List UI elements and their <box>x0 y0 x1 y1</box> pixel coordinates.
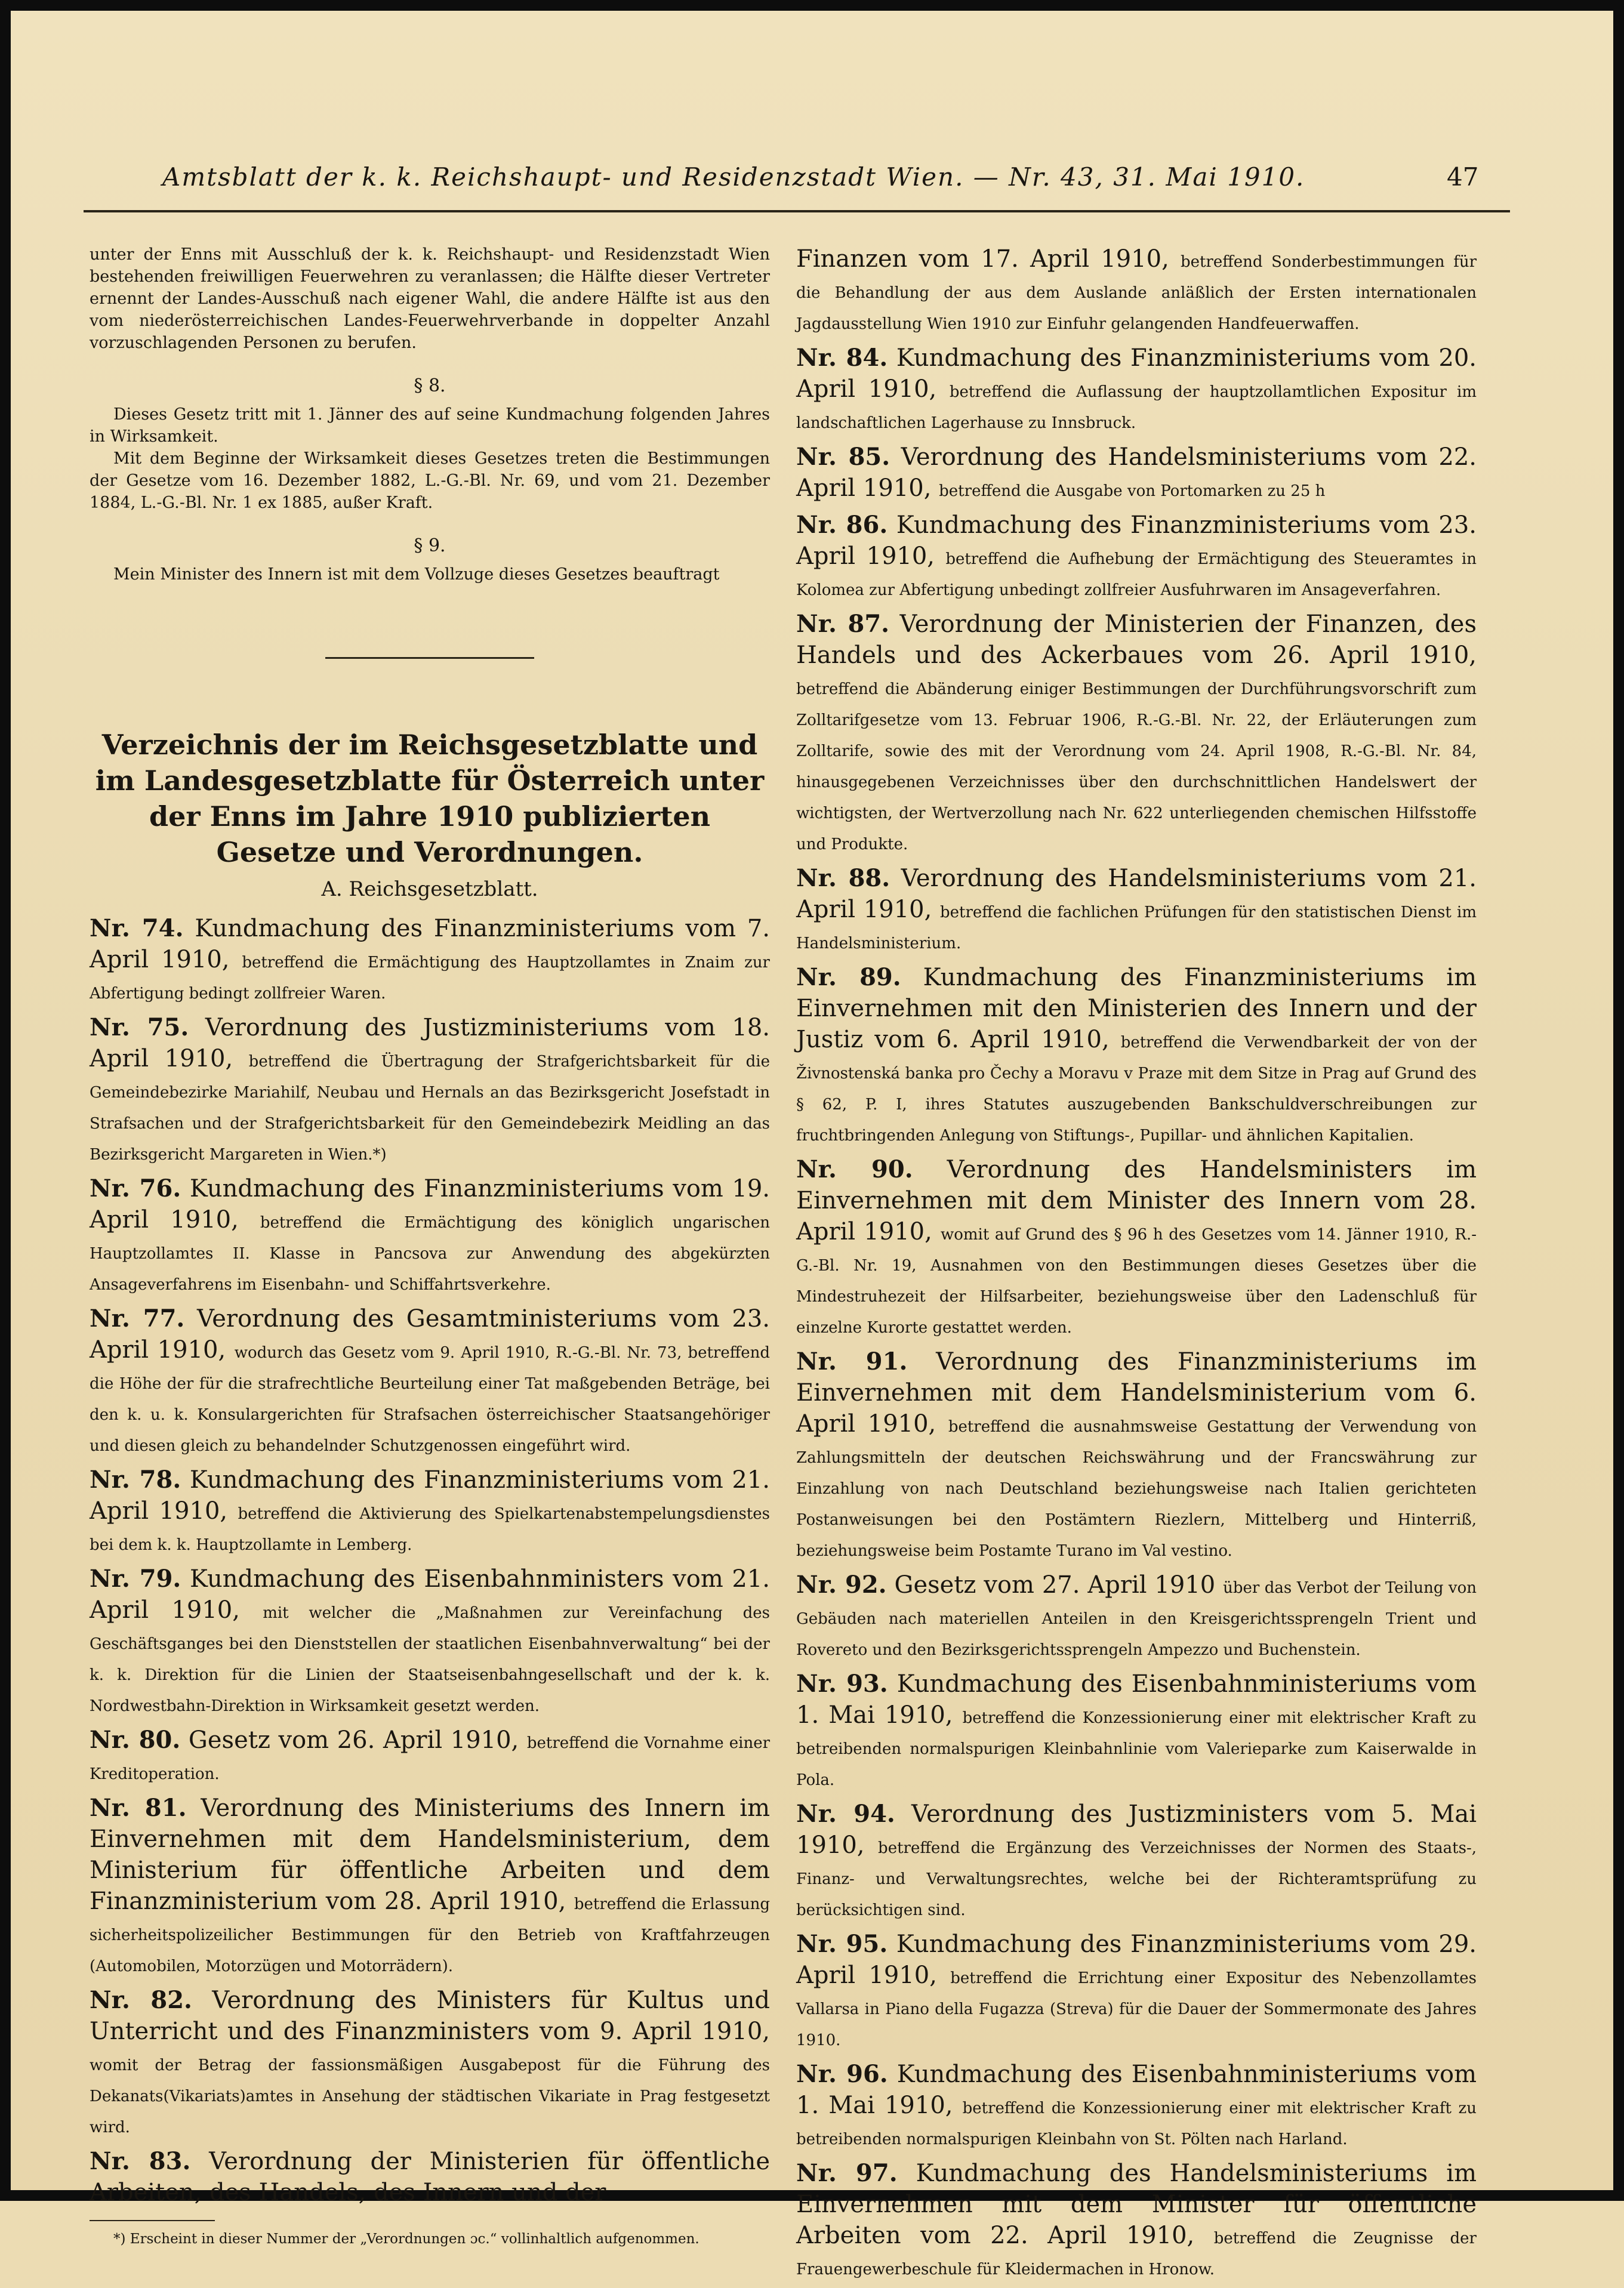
list-item <box>90 1012 770 1167</box>
entry-description: betreffend die Verwendbarkeit der von der Živnostenská banka pro Čechy a Moravu v Praze mit dem Sitze in Prag auf Grund des § 62, P. I, ihres Statutes auszugebenden Bankschuldverschreibungen zur fruchtbringenden Anlegung von Stiftungs-, Pupillar- und ähnlichen Kapitalien. <box>796 1034 1477 1145</box>
entry-title: Kundmachung des Eisenbahnministeriums vom 1. Mai 1910, <box>796 1670 1477 1729</box>
entry-description: betreffend die Ermächtigung des Hauptzollamtes in Znaim zur Abfertigung bedingt zollfreier Waren. <box>90 954 770 1003</box>
list-item <box>796 1569 1477 1663</box>
entry-description: womit der Betrag der fassionsmäßigen Ausgabepost für die Führung des Dekanats(Vikariats)amtes in Ansehung der städtischen Vikariate in Prag festgesetzt wird. <box>90 2056 770 2136</box>
entry-number: Nr. 80. <box>90 1726 181 1754</box>
list-item <box>90 1985 770 2140</box>
list-item <box>796 962 1477 1148</box>
entry-number: Nr. 78. <box>90 1466 181 1494</box>
entry-title: Kundmachung des Eisenbahnministeriums vom 1. Mai 1910, <box>796 2061 1477 2119</box>
list-item <box>90 1464 770 1558</box>
entry-title: Verordnung des Gesamtministeriums vom 23. April 1910, <box>90 1305 771 1364</box>
entry-number: Nr. 86. <box>796 511 888 539</box>
entry-title: Verordnung der Ministerien der Finanzen, des Handels und des Ackerbaues vom 26. April 1910, <box>796 610 1477 669</box>
list-item <box>796 510 1477 603</box>
footnote-rule <box>90 2220 215 2221</box>
entry-title: Verordnung des Handelsministeriums vom 22. April 1910, <box>796 443 1477 502</box>
entry-number: Nr. 75. <box>90 1013 189 1041</box>
entry-title: Kundmachung des Eisenbahnministers vom 21. April 1910, <box>90 1565 771 1624</box>
entry-title: Gesetz vom 26. April 1910, <box>188 1726 519 1754</box>
entry-description: betreffend die Vornahme einer Kreditoperation. <box>90 1734 771 1783</box>
entry-description: betreffend die Ergänzung des Verzeichnisses der Normen des Staats-, Finanz- und Verwaltungsrechtes, welche bei der Richteramtsprüfung zu berücksichtigen sind. <box>796 1839 1477 1919</box>
list-item <box>796 343 1477 436</box>
entry-description: betreffend die Erlassung sicherheitspolizeilicher Bestimmungen für den Betrieb von Kraftfahrzeugen (Automobilen, Motorzügen und Motorrädern). <box>90 1895 770 1975</box>
index-heading: Verzeichnis der im Reichsgesetzblatte und im Landesgesetzblatte für Österreich unter der Enns im Jahre 1910 publizierten Gesetze und Verordnungen. <box>95 729 765 868</box>
list-item <box>796 609 1477 857</box>
entry-description: betreffend die fachlichen Prüfungen für den statistischen Dienst im Handelsministerium. <box>796 904 1477 952</box>
entry-number: Nr. 92. <box>796 1571 887 1599</box>
entry-number: Nr. 76. <box>90 1174 181 1202</box>
list-item <box>90 1793 770 1979</box>
entry-title: Kundmachung des Handelsministeriums im Einvernehmen mit dem Minister für öffentliche Arbeiten vom 22. April 1910, <box>796 2160 1477 2249</box>
list-item <box>90 1564 770 1719</box>
entry-number: Nr. 83. <box>90 2147 191 2175</box>
entry-title: Verordnung des Justizministeriums vom 18. April 1910, <box>90 1014 771 1072</box>
entry-number: Nr. 91. <box>796 1347 908 1376</box>
entry-number: Nr. 90. <box>796 1155 913 1183</box>
entry-number: Nr. 95. <box>796 1930 888 1958</box>
entry-description: betreffend die Konzessionierung einer mit elektrischer Kraft zu betreibenden normalspurigen Kleinbahnlinie vom Valerieparke zum Kaiserwalde in Pola. <box>796 1709 1477 1789</box>
entry-description: betreffend die Abänderung einiger Bestimmungen der Durchführungsvorschrift zum Zolltarifgesetze vom 13. Februar 1906, R.-G.-Bl. Nr. 22, der Erläuterungen zum Zolltarife, sowie des mit der Verordnung vom 24. April 1908, R.-G.-Bl. Nr. 84, hinausgegebenen Verzeichnisses über den durchschnittlichen Handelswert der wichtigsten, der Wertverzollung nach Nr. 622 unterliegenden chemischen Hilfsstoffe und Produkte. <box>796 680 1477 853</box>
list-item <box>796 863 1477 956</box>
entry-description: mit welcher die „Maßnahmen zur Vereinfachung des Geschäftsganges bei den Dienststellen der staatlichen Eisenbahnverwaltung“ bei der k. k. Direktion für die Linien der Staatseisenbahngesellschaft und der k. k. Nordwestbahn-Direktion in Wirksamkeit gesetzt werden. <box>90 1604 770 1715</box>
list-item <box>796 1669 1477 1793</box>
entry-number: Nr. 97. <box>796 2159 898 2187</box>
entry-description: betreffend die Konzessionierung einer mit elektrischer Kraft zu betreibenden normalspurigen Kleinbahn von St. Pölten nach Harland. <box>796 2099 1477 2148</box>
list-item <box>796 1929 1477 2053</box>
entry-title: Kundmachung des Finanzministeriums vom 19. April 1910, <box>90 1175 771 1234</box>
entry-title: Verordnung des Handelsministers im Einvernehmen mit dem Minister des Innern vom 28. April 1910, <box>796 1156 1477 1245</box>
entry-number: Nr. 84. <box>796 344 888 372</box>
entry-description: betreffend die Zeugnisse der Frauengewerbeschule für Kleidermachen in Hronow. <box>796 2230 1477 2278</box>
entry-description: betreffend die Ausgabe von Portomarken zu 25 h <box>939 482 1326 500</box>
entry-description: betreffend die Ermächtigung des königlich ungarischen Hauptzollamtes II. Klasse in Pancsova zur Anwendung des abgekürzten Ansageverfahrens im Eisenbahn- und Schiffahrtsverkehre. <box>90 1214 770 1294</box>
entry-number: Nr. 74. <box>90 914 184 942</box>
entry-description: betreffend Sonderbestimmungen für die Behandlung der aus dem Auslande anläßlich der Ersten internationalen Jagdausstellung Wien 1910 zur Einfuhr gelangenden Handfeuerwaffen. <box>796 253 1477 333</box>
list-item <box>796 442 1477 504</box>
right-entry-list <box>796 343 1477 2282</box>
list-item <box>796 2158 1477 2282</box>
entry-number: Nr. 94. <box>796 1800 895 1828</box>
entry-title: Verordnung des Handelsministeriums vom 21. April 1910, <box>796 865 1477 923</box>
entry-description: betreffend die Errichtung einer Expositur des Nebenzollamtes Vallarsa in Piano della Fugazza (Streva) für die Dauer der Sommermonate des Jahres 1910. <box>796 1969 1477 2049</box>
header-rule <box>84 210 1510 212</box>
entry-number: Nr. 82. <box>90 1986 192 2014</box>
index-subheading: A. Reichsgesetzblatt. <box>321 877 538 901</box>
page-number: 47 <box>1447 162 1479 192</box>
entry-number: Nr. 77. <box>90 1305 185 1333</box>
entry-number: Nr. 88. <box>796 864 890 892</box>
entry-title: Verordnung des Ministers für Kultus und Unterricht und des Finanzministers vom 9. April 1910, <box>90 1987 770 2045</box>
entry-number: Nr. 96. <box>796 2060 888 2088</box>
entry-number: Nr. 81. <box>90 1794 187 1822</box>
list-item <box>90 1725 770 1787</box>
entry-title: Kundmachung des Finanzministeriums vom 21. April 1910, <box>90 1466 771 1525</box>
section-9-paragraph: Mein Minister des Innern ist mit dem Vollzuge dieses Gesetzes beauftragt <box>113 565 720 584</box>
section-9-title: § 9. <box>414 535 446 556</box>
entry-title: Kundmachung des Finanzministeriums vom 20. April 1910, <box>796 344 1477 403</box>
intro-paragraph: unter der Enns mit Ausschluß der k. k. Reichshaupt- und Residenzstadt Wien bestehenden freiwilligen Feuerwehren zu veranlassen; die Hälfte dieser Vertreter ernennt der Landes-Ausschuß nach eigener Wahl, die andere Hälfte ist aus den vom niederösterreichischen Landes-Feuerwehrverbande in doppelter Anzahl vorzuschlagenden Personen zu berufen. <box>90 245 770 352</box>
list-item <box>90 2146 770 2208</box>
entry-title: Verordnung der Ministerien für öffentliche Arbeiten, des Handels, des Innern und der <box>90 2148 771 2206</box>
list-item <box>796 2059 1477 2152</box>
entry-number: Nr. 89. <box>796 963 901 991</box>
section-8-paragraph-1: Dieses Gesetz tritt mit 1. Jänner des auf seine Kundmachung folgenden Jahres in Wirksamkeit. <box>90 405 770 446</box>
list-item <box>796 1346 1477 1564</box>
section-8-paragraph-2: Mit dem Beginne der Wirksamkeit dieses Gesetzes treten die Bestimmungen der Gesetze vom 16. Dezember 1882, L.-G.-Bl. Nr. 69, und vom 21. Dezember 1884, L.-G.-Bl. Nr. 1 ex 1885, außer Kraft. <box>90 449 770 512</box>
entry-description: betreffend die Aktivierung des Spielkartenabstempelungsdienstes bei dem k. k. Hauptzollamte in Lemberg. <box>90 1505 770 1554</box>
entry-number: Nr. 79. <box>90 1565 181 1593</box>
entry-description: betreffend die Aufhebung der Ermächtigung des Steueramtes in Kolomea zur Abfertigung unbedingt zollfreier Ausfuhrwaren im Ansageverfahren. <box>796 550 1477 599</box>
entry-description: wodurch das Gesetz vom 9. April 1910, R.-G.-Bl. Nr. 73, betreffend die Höhe der für die strafrechtliche Beurteilung einer Tat maßgebenden Beträge, bei den k. u. k. Konsulargerichten für Strafsachen österreichischer Staatsangehöriger und diesen gleich zu behandelnder Schutzgenossen eingeführt wird. <box>90 1344 770 1455</box>
entry-description: betreffend die Auflassung der hauptzollamtlichen Expositur im landschaftlichen Lagerhause zu Innsbruck. <box>796 383 1477 432</box>
left-column <box>90 243 770 2249</box>
right-column <box>796 243 1477 2288</box>
section-8-title: § 8. <box>414 375 446 396</box>
entry-description: über das Verbot der Teilung von Gebäuden nach materiellen Anteilen in den Kreisgerichtssprengeln Trient und Rovereto und den Bezirksgerichtssprengeln Ampezzo und Buchenstein. <box>796 1579 1477 1659</box>
list-item <box>90 1173 770 1297</box>
entry-number: Nr. 85. <box>796 443 890 471</box>
entry-description: womit auf Grund des § 96 h des Gesetzes vom 14. Jänner 1910, R.-G.-Bl. Nr. 19, Ausnahmen von den Bestimmungen dieses Gesetzes über die Mindestruhezeit der Hilfsarbeiter, beziehungsweise über den Ladenschluß für einzelne Kurorte gestattet werden. <box>796 1226 1477 1337</box>
left-entry-list <box>90 913 770 2208</box>
continued-entry <box>796 243 1477 337</box>
entry-description: betreffend die ausnahmsweise Gestattung der Verwendung von Zahlungsmitteln der deutschen Reichswährung und der Francswährung zur Einzahlung von nach Deutschland beziehungsweise nach Italien gerichteten Postanweisungen bei den Postämtern Riezlern, Mittelberg und Hinterriß, beziehungsweise beim Postamte Turano im Val vestino. <box>796 1418 1477 1560</box>
entry-title: Verordnung des Finanzministeriums im Einvernehmen mit dem Handelsministerium vom 6. April 1910, <box>796 1348 1477 1438</box>
footnote: *) Erscheint in dieser Nummer der „Verordnungen ɔc.“ vollinhaltlich aufgenommen. <box>113 2231 699 2247</box>
entry-title: Kundmachung des Finanzministeriums im Einvernehmen mit den Ministerien des Innern und der Justiz vom 6. April 1910, <box>796 964 1477 1053</box>
entry-title: Verordnung des Justizministers vom 5. Mai 1910, <box>796 1800 1477 1859</box>
entry-number: Nr. 87. <box>796 610 890 638</box>
entry-number: Nr. 93. <box>796 1670 888 1698</box>
entry-title: Kundmachung des Finanzministeriums vom 23. April 1910, <box>796 511 1477 570</box>
entry-description: betreffend die Übertragung der Strafgerichtsbarkeit für die Gemeindebezirke Mariahilf, Neubau und Hernals an das Bezirksgericht Josefstadt in Strafsachen und der Strafgerichtsbarkeit für den Gemeindebezirk Meidling an das Bezirksgericht Margareten in Wien.*) <box>90 1053 770 1164</box>
list-item <box>90 1303 770 1458</box>
entry-title: Gesetz vom 27. April 1910 <box>894 1571 1216 1599</box>
entry-title: Kundmachung des Finanzministeriums vom 29. April 1910, <box>796 1931 1477 1989</box>
running-header: Amtsblatt der k. k. Reichshaupt- und Residenzstadt Wien. — Nr. 43, 31. Mai 1910. <box>162 162 1305 192</box>
entry-title: Kundmachung des Finanzministeriums vom 7. April 1910, <box>90 915 770 973</box>
list-item <box>90 913 770 1006</box>
list-item <box>796 1799 1477 1923</box>
entry-title: Finanzen vom 17. April 1910, <box>796 245 1169 273</box>
entry-title: Verordnung des Ministeriums des Innern im Einvernehmen mit dem Handelsministerium, dem Ministerium für öffentliche Arbeiten und dem Finanzministerium vom 28. April 1910, <box>90 1794 771 1915</box>
list-item <box>796 1154 1477 1340</box>
